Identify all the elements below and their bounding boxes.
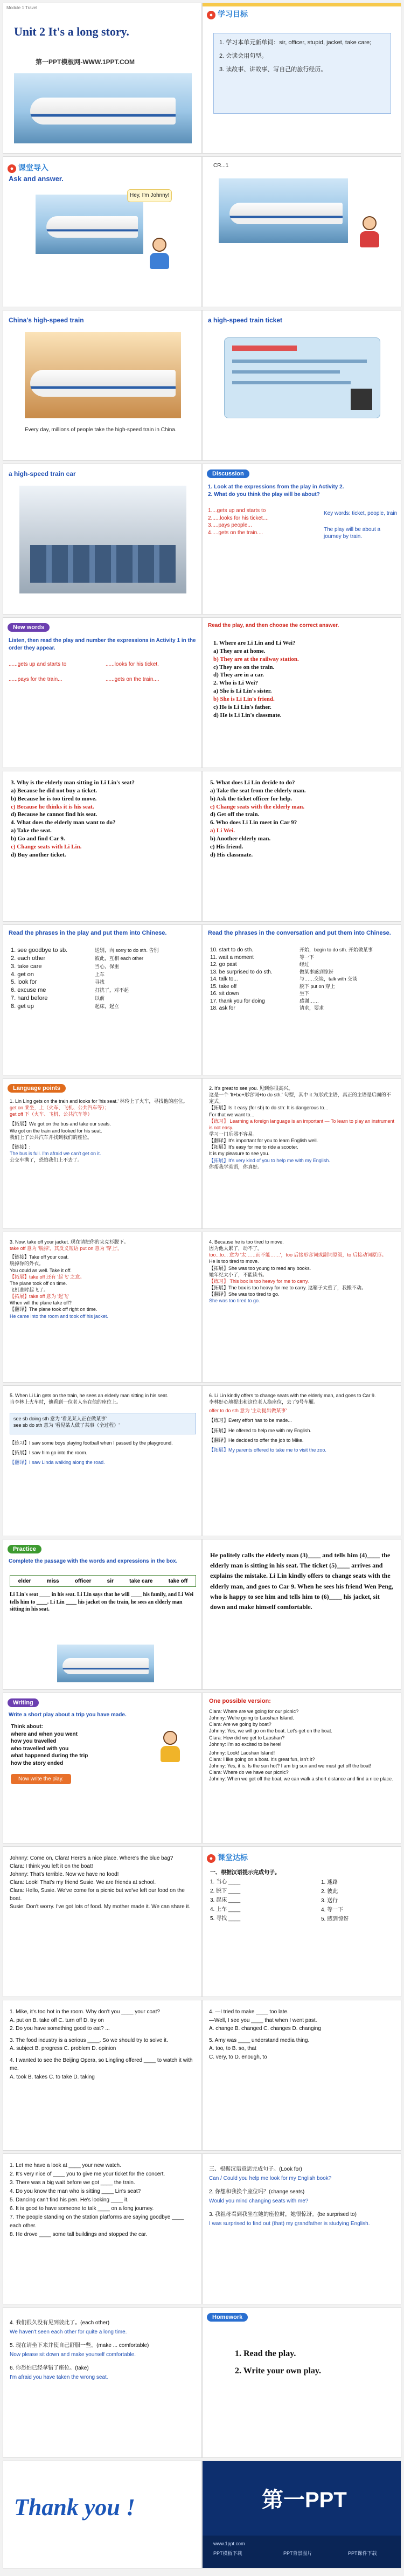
section-header: ● 课堂达标 xyxy=(207,1852,248,1863)
question-list: 1. Look at the expressions from the play in Activity 2. 2. What do you think the play will be about? xyxy=(208,484,344,498)
slide-language-2 xyxy=(202,1078,401,1229)
goal-item: 3. 读故事、讲故事、写自己的旅行经历。 xyxy=(219,66,327,73)
slide-choose-1 xyxy=(202,617,401,768)
footer-link[interactable]: www.1ppt.com xyxy=(213,2541,245,2546)
slide-language-5 xyxy=(3,1385,202,1536)
slide-language-6 xyxy=(202,1385,401,1536)
slide-fill-blank xyxy=(3,2153,202,2304)
footer-link[interactable]: PPT课件下载 xyxy=(348,2551,377,2556)
slide-heading: Read the phrases in the play and put them into Chinese. xyxy=(9,930,167,936)
footer-link[interactable]: PPT模板下载 xyxy=(213,2551,242,2556)
notes: 1. Lin Ling gets on the train and looks for 'his seat.' 林玲上了火车，寻找他的座位。 get on 乘坐，上（火车、飞机、公共汽车等）； get off 下（火车、飞机、公共汽车等） 【拓展】We got on the bus and take our seats. We got on the train and looked for his seat. 我们上了公共汽车并找到我们的座位。 【链接】: The bus is full. I'm afraid we can't get on it. 公交车满了，恐怕我们上不去了。 xyxy=(10,1099,188,1163)
mcq-list: 1. Mike, it's too hot in the room. Why don't you ____ your coat? A. put on B. take off C. turn off D. try on 2. Do you have something good to eat? ... 3. The food industry is a serious ____. So we should try to solve it. A. subject B. progress C. problem D. opinion 4. I wanted to see the Beijing Opera, so Lingling offered ____ to watch it with me. A. took B. takes C. to take D. taking xyxy=(10,2009,193,2080)
slide-discussion xyxy=(202,464,401,614)
notes: 4. Because he is too tired to move. 因为他太累了，动不了。 too...to... 意为 '太……而不能……'，too 后接形容词或副词原级，to 后接动词原形。 He is too tired to move. 【拓展】She was too young to read any books. 她年纪太小了，不能读书。 【练习】 This box is too heavy for me to carry. 【拓展】The box is too heavy for me to carry. 这箱子太重了，我搬不动。 【翻译】She was too tired to go. She was too tired to go. xyxy=(209,1239,387,1304)
slide-car xyxy=(3,464,202,614)
slide-translate xyxy=(202,2153,401,2304)
notes: 3. Now, take off your jacket. 现在请把你的夹克衫脱下。 take off 意为 '脱掉'，其反义短语 put on 意为 '穿上'， 【链接】Take off your coat. 脱掉你的外衣。 You could as well. Take it off. 【拓展】take off 还有 '起飞' 之意。 The plane took off on time. 飞机准时起飞了。 【拓展】take off 意为 '起飞' When will the plane take off? 【翻译】The plane took off right on time. He came into the room and took off his jacket. xyxy=(10,1239,129,1319)
train-photo xyxy=(219,178,348,243)
section-pill: New words xyxy=(8,623,50,632)
thank-you-text: Thank you ! xyxy=(14,2494,135,2520)
slide-heading: a high-speed train ticket xyxy=(208,316,283,324)
bullet-icon: ● xyxy=(207,11,215,19)
options-list: 1....gets up and starts to 2......looks for his ticket.... 3.....pays people... 4.....gets on the train.... xyxy=(208,508,269,536)
section-pill: Homework xyxy=(207,2313,248,2322)
slide-choose-2 xyxy=(3,771,202,922)
slide-version xyxy=(202,1693,401,1843)
slide-intro-2 xyxy=(202,156,401,307)
write-play-button[interactable]: Now write the play. xyxy=(11,1774,71,1784)
slide-language-1 xyxy=(3,1078,202,1229)
slide-translate-2 xyxy=(3,2307,202,2458)
slide-version-2 xyxy=(3,1846,202,1997)
instruction: Complete the passage with the words and expressions in the box. xyxy=(9,1558,178,1564)
qa-list: 3. Why is the elderly man sitting in Li Lin's seat? a) Because he did not buy a ticket. b) Because he is too tired to move. c) Because he thinks it is his seat. d) Because he cannot find his seat. 4. What does the elderly man want to do? a) Take the seat. b) Go and find Car 9. c) Change seats with Li Lin. d) Buy another ticket. xyxy=(11,779,135,858)
footer-band xyxy=(203,2536,401,2568)
kid-illustration xyxy=(149,238,170,270)
notes: 2. It's great to see you. 见到你很高兴。 这是一个 'It+be+形容词+to do sth.' 句型，其中 it 为形式主语，真正的主语是后面的不定式。 【拓展】Is it easy (for sb) to do sth: It is dangerous to... For that we want to... 【练习】 Learning a foreign language is an important — To learn to play an instrument is not easy. 学习一门乐器不容易。 【翻译】It's important for you to learn English well. 【拓展】It's easy for me to ride a scooter. It is my pleasure to see you. 【拓展】It's very kind of you to help me with my English. 你帮我学英语，你真好。 xyxy=(209,1086,395,1170)
section-header: ● 学习目标 xyxy=(207,9,248,19)
ticket-image xyxy=(224,337,380,418)
slide-language-3 xyxy=(3,1232,202,1383)
slide-intro xyxy=(3,156,202,307)
qa-list: 1. Where are Li Lin and Li Wei? a) They are at home. b) They are at the railway station. c) They are on the train. d) They are in a car. 2. Who is Li Wei? a) She is Li Lin's sister. b) She is Li Lin's friend. c) He is Li Lin's father. d) He is Li Lin's classmate. xyxy=(213,640,299,719)
train-photo xyxy=(36,195,143,254)
notes: 5. When Li Lin gets on the train, he sees an elderly man sitting in his seat. 当李林上火车时，他看到一位老人坐在他的座位上。 xyxy=(10,1393,169,1405)
notes: 6. Li Lin kindly offers to change seats with the elderly man, and goes to Car 9. 李林好心地提出和这位老人换座位，去了9号车厢。 offer to do sth 意为 '主动提出做某事' 【练习】Every effort has to be made... 【拓展】He offered to help me with my English. 【翻译】He decided to offer the job to Mike. 【拓展】My parents offered to take me to visit the zoo. xyxy=(209,1393,376,1453)
phrase-list-en: 1. see goodbye to sb. 2. each other 3. take care 4. get on 5. look for 6. excuse me 7. hard before 8. get up xyxy=(11,947,68,1010)
order-list: ......gets up and starts to ......pays for the train... xyxy=(9,661,67,682)
slide-writing xyxy=(3,1693,202,1843)
exercise-list: 一、根据汉语提示完成句子。 1. 当心 ____ 2. 脱下 ____ 3. 起床 ____ 4. 上车 ____ 5. 寻找 ____ xyxy=(210,1870,280,1922)
passage: He politely calls the elderly man (3)____ and tells him (4)____ the elderly man is sitting in his seat. The ticket (5)____ arrives and explains the mistake. Li Lin kindly offers to change seats with the elderly man, and goes to Car 9. When he sees his friend Wen Peng, who is happy to see him and tells him to (6)____ his jacket, sit down and make himself comfortable. xyxy=(210,1551,394,1611)
slide-logo xyxy=(202,2461,401,2568)
slide-title xyxy=(3,3,202,154)
slide-class-exercise xyxy=(202,1846,401,1997)
passage: Li Lin's seat ____ in his seat. Li Lin says that he will ____ his family, and Li Wei tells him to ____. Li Lin ____ his jacket on the train, he sees an elderly man sitting in his seat. xyxy=(10,1592,193,1612)
fill-list: 1. Let me have a look at ____ your new watch. 2. It's very nice of ____ you to give me your ticket for the concert. 3. There was a big wait before we got ____ the train. 4. Do you know the man who is sitting ____ Lin's seat? 5. Dancing can't find his pen. He's looking ____ it. 6. It is good to have someone to talk ____ on a long journey. 7. The people standing on the station platforms are saying goodbye ____ each other. 8. He drove ____ some tall buildings and stopped the car. xyxy=(10,2163,184,2237)
notes: 【练习】I saw some boys playing football when I passed by the playground. 【拓展】I saw him go into the room. 【翻译】I saw Linda walking along the road. xyxy=(10,1440,173,1466)
slide-practice-2 xyxy=(202,1539,401,1690)
module-tag: Module 1 Travel xyxy=(6,5,37,10)
word-box: elder miss officer sir take care take off xyxy=(10,1575,196,1587)
instruction: Write a short play about a trip you have made. xyxy=(9,1712,127,1718)
section-pill: Practice xyxy=(8,1545,41,1553)
phrase-list-en: 10. start to do sth. 11. wait a moment 12. go past 13. be surprised to do sth. 14. talk to... 15. take off 16. sit down 17. thank you for doing 18. ask for xyxy=(210,947,273,1011)
speech-bubble: Hey, I'm Johnny! xyxy=(127,189,172,202)
station-photo xyxy=(25,332,181,418)
dialogue: Clara: Where are we going for our picnic? Johnny: We're going to Laoshan Island. Clara: Are we going by boat? Johnny: Yes, we will go on the boat. Let's get on the boat. Clara: How did we get to Laoshan? Johnny: I'm so excited to be here! Johnny: Look! Laoshan Island! Clara: I like going on a boat. It's great fun, isn't it? Johnny: Yes, it is. Is the sun hot? I am big sun and we must get off the boat! Clara: Where do we have our picnic? Johnny: When we get off the boat, we can walk a short distance and find a nice place. xyxy=(209,1709,393,1782)
bullet-icon: ● xyxy=(8,164,16,173)
train-photo xyxy=(14,73,192,143)
slide-mcq-2 xyxy=(202,2000,401,2151)
slide-language-4 xyxy=(202,1232,401,1383)
instruction: Listen, then read the play and number the expressions in Activity 1 in the order they appear. xyxy=(9,638,196,651)
section-pill: Writing xyxy=(8,1698,39,1707)
footer-link[interactable]: PPT背景图片 xyxy=(283,2551,312,2556)
translate-list: 三、根据汉语意思完成句子。(Look for) Can / Could you help me look for my English book? 2. 你想和我换个座位吗？(change seats) Would you mind changing seats with me? 3. 我祖母看到我坐在她的座位时，她很惊讶。(be surprised to) I was surprised to find out (that) my grandfather is studying English. xyxy=(209,2166,370,2227)
car-interior-photo xyxy=(19,486,186,593)
caption: CR...1 xyxy=(213,163,229,169)
order-list: ......looks for his ticket. ......gets on the train.... xyxy=(106,661,159,682)
slide-new-words xyxy=(3,617,202,768)
grammar-box: see sb doing sth 意为 '看见某人正在做某事' see sb do sth 意为 '看见某人做了某事（全过程）' xyxy=(10,1413,196,1434)
slide-train xyxy=(3,310,202,461)
key-words: Key words: ticket, people, train The play will be about a journey by train. xyxy=(324,510,398,540)
kid-illustration xyxy=(359,216,380,248)
slide-choose-3 xyxy=(202,771,401,922)
slide-heading: China's high-speed train xyxy=(9,316,84,324)
goals-box xyxy=(213,33,391,114)
slide-mcq-1 xyxy=(3,2000,202,2151)
slide-heading: Read the phrases in the conversation and put them into Chinese. xyxy=(208,930,391,936)
dialogue: Johnny: Come on, Clara! Here's a nice place. Where's the blue bag? Clara: I think you left it on the boat! Johnny: That's terrible. Now we have no food! Clara: Look! That's my friend Susie. We are friends at school. Clara: Hello, Susie. We've come for a picnic but we've left our food on the boat. Susie: Don't worry. I've got lots of food. My mother made it. We can share it. xyxy=(10,1855,191,1910)
qa-list: 5. What does Li Lin decide to do? a) Take the seat from the elderly man. b) Ask the ticket officer for help. c) Change seats with the elderly man. d) Get off the train. 6. Who does Li Lin meet in Car 9? a) Li Wei. b) Another elderly man. c) His friend. d) His classmate. xyxy=(210,779,306,858)
slide-heading: One possible version: xyxy=(209,1698,271,1704)
mcq-list: 4. —I tried to make ____ too late. —Well, I see you ____ that when I went past. A. change B. changed C. changes D. changing 5. Amy was ____ understand media thing. A. too, to B. so, that C. very, to D. enough, to xyxy=(209,2009,321,2060)
bullet-icon: ● xyxy=(207,1854,215,1863)
section-header: ● 课堂导入 xyxy=(8,162,48,173)
slide-phrases-2 xyxy=(202,924,401,1075)
slide-thanks xyxy=(3,2461,202,2568)
think-list: Think about: where and when you went how you travelled who travelled with you what happened during the trip how the story ended xyxy=(11,1724,88,1766)
slide-title-text: Unit 2 It's a long story. xyxy=(14,25,129,38)
site-watermark: 第一PPT模板网-WWW.1PPT.COM xyxy=(36,58,135,66)
slide-practice xyxy=(3,1539,202,1690)
train-photo xyxy=(57,1645,154,1682)
slide-phrases-1 xyxy=(3,924,202,1075)
intro-sub: Ask and answer. xyxy=(9,175,64,183)
homework-list: 1. Read the play. 2. Write your own play. xyxy=(235,2349,322,2375)
translate-list: 4. 我们很久没有见到彼此了。(each other) We haven't seen each other for quite a long time. 5. 现在请坐下来并使自己舒服一些。(make ... comfortable) Now please sit down and make yourself comfortable. 6. 你恐怕已经拿错了座位。(take) I'm afraid you have taken the wrong seat. xyxy=(10,2320,149,2380)
exercise-list-2: 1. 迷路 2. 彼此 3. 送行 4. 等一下 5. 感到惊讶 xyxy=(321,1880,349,1922)
slide-homework xyxy=(202,2307,401,2458)
section-pill: Language points xyxy=(8,1084,66,1093)
slide-heading: Read the play, and then choose the correct answer. xyxy=(208,623,339,629)
slide-goals xyxy=(202,3,401,154)
discussion-pill: Discussion xyxy=(207,469,249,478)
slide-ticket xyxy=(202,310,401,461)
goal-item: 2. 会读会用句型。 xyxy=(219,52,268,59)
goal-item: 1. 学习本单元新单词：sir, officer, stupid, jacket, take care; xyxy=(219,39,372,46)
ppt-logo: 第一PPT xyxy=(262,2488,347,2512)
kid-illustration xyxy=(159,1731,181,1763)
phrase-list-zh: 送别，向 sorry to do sth. 告别 彼此，互相 each other 当心，保重 上车 寻找 打扰了，对不起 以前 起床，起立 xyxy=(95,948,159,1009)
caption: Every day, millions of people take the high-speed train in China. xyxy=(25,427,177,433)
slide-heading: a high-speed train car xyxy=(9,470,76,478)
phrase-list-zh: 开始，begin to do sth. 开始做某事 等一下 经过 做某事感到惊讶 与……交谈，talk with 交谈 脱下 put on 穿上 坐下 感谢…… 请求，要求 xyxy=(299,947,373,1011)
